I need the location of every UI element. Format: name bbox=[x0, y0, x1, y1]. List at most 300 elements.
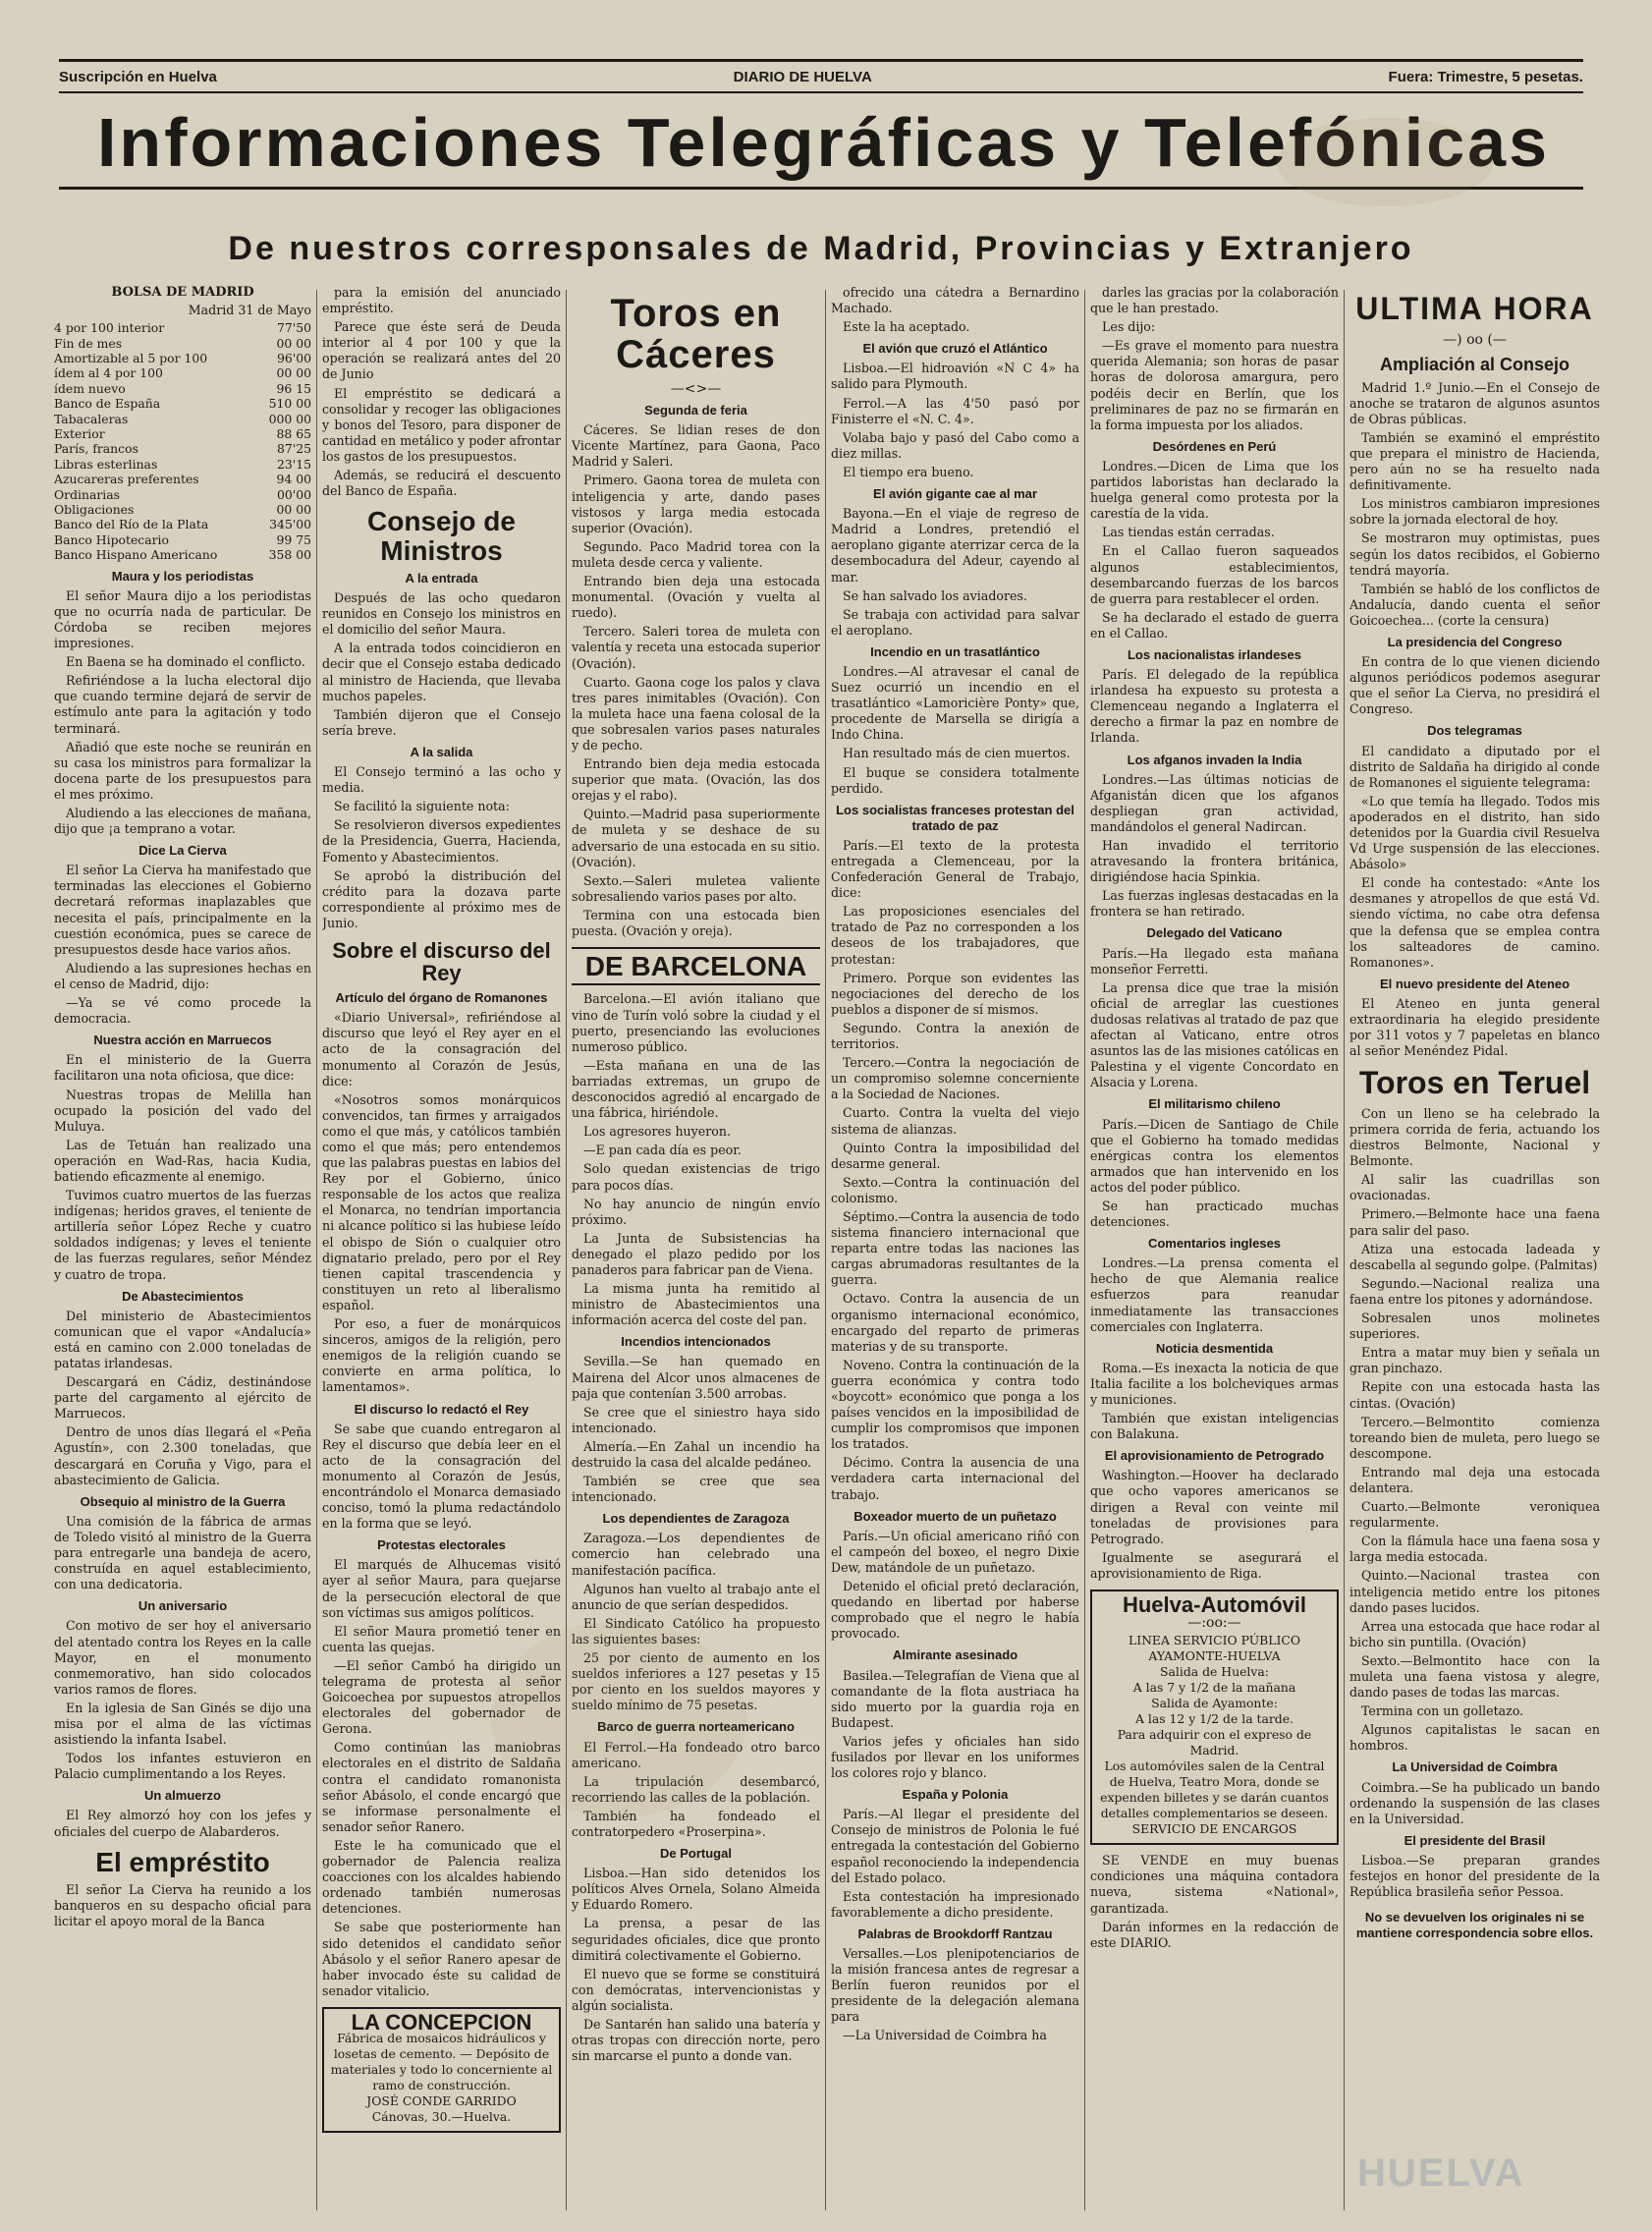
paragraph: Aludiendo a las elecciones de mañana, dijo que ¡a temprano a votar. bbox=[54, 806, 311, 837]
article-body bbox=[1349, 1106, 1600, 1755]
bolsa-security: Banco Hispano Americano bbox=[54, 547, 218, 563]
article-body bbox=[831, 1946, 1079, 2025]
paragraph: El conde ha contestado: «Ante los desmanes y atropellos de que está Vd. siendo víctima, no cabe otra defensa que la defensa que se emplea contra los salteadores de camino. Romanones». bbox=[1349, 875, 1600, 970]
paragraph: Darán informes en la redacción de este DIARIO. bbox=[1090, 1919, 1339, 1950]
section-heading: La presidencia del Congreso bbox=[1387, 634, 1563, 649]
ornament: —<>— bbox=[670, 381, 722, 397]
bolsa-row bbox=[54, 365, 311, 380]
paragraph: —Esta mañana en una de las barriadas extremas, un grupo de desconocidos agredió al encargado de una fábrica, hiriéndole. bbox=[572, 1057, 820, 1121]
paragraph: Algunos capitalistas le sacan en hombros. bbox=[1349, 1722, 1600, 1754]
article-body bbox=[1090, 667, 1339, 746]
paragraph: Las fuerzas inglesas destacadas en la frontera se han retirado. bbox=[1090, 888, 1339, 920]
paragraph: Tercero.—Contra la negociación de un compromiso solemne concerniente a la Sociedad de Naciones. bbox=[831, 1055, 1079, 1102]
article-body bbox=[322, 590, 561, 739]
article-body bbox=[54, 1882, 311, 1929]
paragraph: Cuarto. Gaona coge los palos y clava tres pares inimitables (Ovación). Con la muleta hace una faena colosal de la que sobresalen varios pases naturales y de pecho. bbox=[572, 674, 820, 753]
bolsa-security: 4 por 100 interior bbox=[54, 320, 165, 336]
paragraph: Este le ha comunicado que el gobernador de Palencia realiza coacciones con los alcaldes habiendo ordenado también numerosas detenciones. bbox=[322, 1837, 561, 1917]
bolsa-row bbox=[54, 441, 311, 456]
article-body bbox=[322, 1422, 561, 1533]
bolsa-security: París, francos bbox=[54, 441, 138, 457]
ad-title: LA CONCEPCION bbox=[351, 2009, 532, 2035]
paragraph: Volaba bajo y pasó del Cabo como a diez millas. bbox=[831, 429, 1079, 461]
paragraph: ofrecido una cátedra a Bernardino Machado. bbox=[831, 285, 1079, 316]
paragraph: El Sindicato Católico ha propuesto las siguientes bases: bbox=[572, 1615, 820, 1646]
paragraph: Sobresalen unos molinetes superiores. bbox=[1349, 1311, 1600, 1342]
paragraph: También se cree que sea intencionado. bbox=[572, 1474, 820, 1505]
paragraph: Se resolvieron diversos expedientes de la Presidencia, Guerra, Hacienda, Fomento y Abastecimientos. bbox=[322, 817, 561, 865]
paragraph: En el ministerio de la Guerra facilitaron una nota oficiosa, que dice: bbox=[54, 1052, 311, 1084]
bolsa-row bbox=[54, 396, 311, 411]
paragraph: Entrando mal deja una estocada delantera. bbox=[1349, 1464, 1600, 1495]
paragraph: En Baena se ha dominado el conflicto. bbox=[66, 654, 305, 670]
article-body bbox=[54, 1052, 311, 1282]
bolsa-quote: 00'00 bbox=[277, 486, 311, 502]
paragraph: La prensa dice que trae la misión oficial de arreglar las cuestiones dudosas relativas al tratado de paz que afectan al Vaticano, entre otros asuntos las de las misiones católicas en Palestina y el vigente Concordato en Alsacia y Lorena. bbox=[1090, 979, 1339, 1090]
paragraph: Los ministros cambiaron impresiones sobre la jornada electoral de hoy. bbox=[1349, 496, 1600, 528]
bolsa-security: Obligaciones bbox=[54, 502, 135, 518]
paragraph: Bayona.—En el viaje de regreso de Madrid a Londres, pretendió el aeroplano gigante aterrizar cerca de la desembocadura del Adeur, cayendo al mar. bbox=[831, 506, 1079, 585]
bolsa-row bbox=[54, 426, 311, 441]
section-heading: El nuevo presidente del Ateneo bbox=[1379, 976, 1570, 991]
article-body bbox=[1090, 459, 1339, 642]
bolsa-row bbox=[54, 381, 311, 396]
article-body bbox=[831, 838, 1079, 1503]
paragraph: Coimbra.—Se ha publicado un bando ordenando la suspensión de las clases en la Universidad. bbox=[1349, 1779, 1600, 1826]
classified-ad bbox=[1090, 1853, 1339, 1951]
paragraph: En el Callao fueron saqueados algunos establecimientos, desembarcando fuerzas de los barcos de guerra para restablecer el orden. bbox=[1090, 543, 1339, 606]
paragraph: Las de Tetuán han realizado una operación en Wad-Ras, hacia Kudia, batiendo eficazmente al enemigo. bbox=[54, 1137, 311, 1184]
paragraph: Atiza una estocada ladeada y descabella al segundo golpe. (Palmitas) bbox=[1349, 1241, 1600, 1272]
column-1 bbox=[54, 285, 311, 2210]
paragraph: Séptimo.—Contra la ausencia de todo sistema financiero internacional que reparta entre todas las naciones las cargas abrumadoras resultantes de la guerra. bbox=[831, 1208, 1079, 1288]
bolsa-row bbox=[54, 487, 311, 502]
paragraph: —El señor Cambó ha dirigido un telegrama de protesta al señor Goicoechea por supuestos atropellos electorales del gobernador de Gerona. bbox=[322, 1657, 561, 1737]
ad-line: A las 7 y 1/2 de la mañana bbox=[1132, 1680, 1296, 1696]
paragraph: París.—Dicen de Santiago de Chile que el Gobierno ha tomado medidas enérgicas contra los elementos armados que han intervenido en los actos del poder público. bbox=[1090, 1116, 1339, 1195]
article-body bbox=[572, 1531, 820, 1713]
paragraph: Décimo. Contra la ausencia de una verdadera carta internacional del trabajo. bbox=[831, 1455, 1079, 1502]
bolsa-row bbox=[54, 547, 311, 562]
paragraph: Lisboa.—El hidroavión «N C 4» ha salido para Plymouth. bbox=[831, 361, 1079, 392]
paragraph: Se ha declarado el estado de guerra en el Callao. bbox=[1090, 609, 1339, 641]
column-3 bbox=[572, 285, 820, 2210]
paragraph: La tripulación desembarcó, recorriendo las calles de la población. bbox=[572, 1773, 820, 1805]
paragraph: Termina con un golletazo. bbox=[1361, 1703, 1524, 1719]
bolsa-row bbox=[54, 532, 311, 547]
bolsa-quote: 77'50 bbox=[277, 320, 311, 336]
paragraph: Las tiendas están cerradas. bbox=[1102, 525, 1275, 540]
article-body bbox=[1090, 1361, 1339, 1442]
section-heading: Obsequio al ministro de la Guerra bbox=[80, 1493, 286, 1509]
bolsa-row bbox=[54, 412, 311, 426]
section-heading-large: El empréstito bbox=[95, 1846, 270, 1877]
paragraph: El marqués de Alhucemas visitó ayer al señor Maura, para quejarse de la persecución electoral de que son víctimas sus amigos políticos. bbox=[322, 1557, 561, 1620]
masthead-newspaper-name: DIARIO DE HUELVA bbox=[733, 68, 872, 85]
article-body bbox=[831, 361, 1079, 480]
bolsa-quote: 358 00 bbox=[268, 547, 311, 563]
paragraph: Una comisión de la fábrica de armas de Toledo visitó al ministro de la Guerra para entregarle una bandeja de acero, construída en aquel establecimiento, con una dedicatoria. bbox=[54, 1513, 311, 1592]
paragraph: Sexto.—Contra la continuación del colonismo. bbox=[831, 1174, 1079, 1205]
article-body bbox=[54, 1514, 311, 1592]
library-watermark: HUELVA bbox=[1357, 2151, 1525, 2195]
bolsa-quote: 96 15 bbox=[276, 380, 311, 396]
advertisement-huelva-automovil bbox=[1090, 1590, 1339, 1845]
section-heading: Incendios intencionados bbox=[621, 1334, 771, 1350]
section-heading-large: Toros en Teruel bbox=[1358, 1065, 1591, 1101]
article-body bbox=[572, 422, 820, 939]
paragraph: Se facilitó la siguiente nota: bbox=[334, 799, 510, 814]
column-6 bbox=[1349, 285, 1600, 2210]
paragraph: París.—El texto de la protesta entregada a Clemenceau, por la Confederación General de Trabajo, dice: bbox=[831, 837, 1079, 901]
paragraph: Tercero. Saleri torea de muleta con valentía y receta una estocada superior (Ovación). bbox=[572, 624, 820, 671]
section-heading: Segunda de feria bbox=[644, 403, 747, 418]
ad-line: Los automóviles salen de la Central de Huelva, Teatro Mora, donde se expenden billetes y se darán cuantos detalles complementarios se deseen. bbox=[1100, 1758, 1329, 1821]
bolsa-quote: 345'00 bbox=[269, 517, 311, 532]
article-body bbox=[54, 588, 311, 837]
bolsa-security: ídem nuevo bbox=[54, 380, 126, 396]
article-body bbox=[831, 506, 1079, 639]
paragraph: SE VENDE en muy buenas condiciones una máquina contadora nueva, sistema «National», garantizada. bbox=[1090, 1853, 1339, 1916]
section-heading: Un almuerzo bbox=[143, 1788, 221, 1804]
paragraph: «Nosotros somos monárquicos convencidos, tan firmes y arraigados como el que más, y católicos también como el que más; pero entendemos que las palabras puestas en labios del Rey por el Gobierno, único responsable de los actos que realiza el Monarca, no tendrían importancia ni alcance político si las hubiese leído el obispo de Sión o cualquier otro dignatario prelado, pero por el Rey tienen capital trascendencia y constituyen un reto al liberalismo español. bbox=[322, 1091, 561, 1312]
paragraph: Les dijo: bbox=[1102, 319, 1156, 335]
paragraph: Detenido el oficial pretó declaración, quedando en libertad por haberse comprobado que el negro le había provocado. bbox=[831, 1579, 1079, 1642]
paragraph: Se han practicado muchas detenciones. bbox=[1090, 1198, 1339, 1230]
paragraph: Londres.—Dicen de Lima que los partidos laboristas han declarado la huelga general como protesta por la carestía de la vida. bbox=[1090, 458, 1339, 522]
paragraph: Primero. Gaona torea de muleta con inteligencia y arte, dando pases vistosos y larga media estocada superior (Ovación). bbox=[572, 473, 820, 535]
paragraph: Han invadido el territorio atravesando la frontera británica, dirigiéndose hacia Spinkia. bbox=[1090, 838, 1339, 885]
paragraph: Tuvimos cuatro muertos de las fuerzas indígenas; heridos graves, el teniente de artillería señor López Reche y cuatro soldados indígenas; y leves el teniente de las fuerzas regulares, señor Méndez y cuatro de tropa. bbox=[54, 1188, 311, 1282]
section-heading: El avión que cruzó el Atlántico bbox=[862, 341, 1048, 357]
article-body bbox=[831, 2028, 1079, 2043]
paragraph: El señor La Cierva ha manifestado que terminadas las elecciones el Gobierno decretará reformas inaplazables que necesita el país, principalmente en la cuestión económica, pues se carece de presupuestos desde hace varios años. bbox=[54, 863, 311, 957]
paragraph: Roma.—Es inexacta la noticia de que Italia facilite a los bolcheviques armas y municiones. bbox=[1090, 1360, 1339, 1407]
bolsa-security: Banco del Río de la Plata bbox=[54, 517, 209, 532]
paragraph: Londres.—Al atravesar el canal de Suez ocurrió un incendio en el trasatlántico «Lamoricière Ponty» que, procedente de Marsella se dirigía a Indo China. bbox=[831, 663, 1079, 743]
paragraph: El Ferrol.—Ha fondeado otro barco americano. bbox=[572, 1739, 820, 1770]
article-body bbox=[831, 1807, 1079, 1921]
paragraph: Descargará en Cádiz, destinándose parte del cargamento al ejército de Marruecos. bbox=[54, 1374, 311, 1422]
column-2 bbox=[322, 285, 561, 2210]
article-body bbox=[54, 1618, 311, 1782]
paragraph: Quinto.—Madrid pasa superiormente de muleta y se deshace de su adversario de una estocada en su sitio. (Ovación). bbox=[572, 807, 820, 869]
paragraph: Octavo. Contra la ausencia de un organismo internacional económico, encargado del reparto de primeras materias y de su transporte. bbox=[831, 1291, 1079, 1354]
paragraph: Noveno. Contra la continuación de la guerra económica y contra todo «boycott» económico que ponga a los países vencidos en la imposibilidad de cumplir los compromisos que imponen los tratados. bbox=[831, 1357, 1079, 1452]
paragraph: París.—Al llegar el presidente del Consejo de ministros de Polonia le fué entregada la contestación del Gobierno español reconociendo la independencia del Estado polaco. bbox=[831, 1807, 1079, 1885]
paragraph: Se han salvado los aviadores. bbox=[843, 587, 1027, 603]
article-body bbox=[54, 1309, 311, 1488]
paragraph: Con la flámula hace una faena sosa y larga media estocada. bbox=[1349, 1534, 1600, 1565]
bolsa-quote: 510 00 bbox=[268, 396, 311, 412]
bolsa-table bbox=[54, 320, 311, 563]
paragraph: El candidato a diputado por el distrito de Saldaña ha dirigido al conde de Romanones el siguiente telegrama: bbox=[1349, 743, 1600, 790]
paragraph: Basilea.—Telegrafían de Viena que al comandante de la flota austriaca ha sido muerto por la guardia roja en Budapest. bbox=[831, 1667, 1079, 1730]
article-body bbox=[1349, 654, 1600, 717]
section-heading: De Abastecimientos bbox=[122, 1288, 244, 1304]
article-body bbox=[831, 664, 1079, 797]
section-heading: Comentarios ingleses bbox=[1147, 1236, 1282, 1252]
paragraph: Cuarto.—Belmonte veroniquea regularmente. bbox=[1349, 1499, 1600, 1531]
paragraph: Han resultado más de cien muertos. bbox=[843, 746, 1071, 761]
article-body bbox=[1090, 285, 1339, 433]
article-body bbox=[322, 1557, 561, 1999]
article-body bbox=[322, 764, 561, 931]
paragraph: También se habló de los conflictos de Andalucía, dando cuenta el señor Goicoechea... (corte la censura) bbox=[1349, 581, 1600, 628]
paragraph: Igualmente se asegurará el aprovisionamiento de Riga. bbox=[1090, 1549, 1339, 1581]
paragraph: La misma junta ha remitido al ministro de Abastecimientos una información acerca del coste del pan. bbox=[572, 1281, 820, 1328]
paragraph: Segundo. Contra la anexión de territorios. bbox=[831, 1020, 1079, 1052]
ad-line: A las 12 y 1/2 de la tarde. bbox=[1134, 1711, 1294, 1727]
paragraph: Entrando bien deja media estocada superior que mata. (Ovación, las dos orejas y el rabo). bbox=[572, 756, 820, 804]
article-body bbox=[54, 1808, 311, 1839]
paragraph: Se sabe que posteriormente han sido detenidos el candidato señor Abásolo y el señor Ranero apesar de haber invocado éste su calidad de senador vitalicio. bbox=[322, 1920, 561, 1998]
paragraph: Por eso, a fuer de monárquicos sinceros, amigos de la religión, pero enemigos de la religión cuando se convierte en arma política, lo lamentamos». bbox=[322, 1316, 561, 1395]
section-heading: Delegado del Vaticano bbox=[1146, 925, 1283, 941]
paragraph: Cáceres. Se lidian reses de don Vicente Martínez, para Gaona, Paco Madrid y Saleri. bbox=[572, 422, 820, 470]
article-body bbox=[831, 1668, 1079, 1782]
section-heading: El militarismo chileno bbox=[1148, 1096, 1281, 1112]
paragraph: El empréstito se dedicará a consolidar y recoger las obligaciones y bonos del Tesoro, para disponer de cantidad en metálico y poder afrontar los gastos de los presupuestos. bbox=[322, 385, 561, 464]
paragraph: Entrando bien deja una estocada monumental. (Ovación y vuelta al ruedo). bbox=[572, 574, 820, 621]
bolsa-row bbox=[54, 320, 311, 335]
article-body bbox=[1349, 744, 1600, 971]
bolsa-row bbox=[54, 502, 311, 517]
ad-line: AYAMONTE-HUELVA bbox=[1148, 1648, 1281, 1664]
paragraph: Washington.—Hoover ha declarado que ocho vapores americanos se dirigen a Reval con veinte mil toneladas de provisiones para Petrogrado. bbox=[1090, 1468, 1339, 1546]
paragraph: También ha fondeado el contratorpedero «Proserpina». bbox=[572, 1808, 820, 1839]
section-heading: España y Polonia bbox=[902, 1787, 1009, 1803]
paragraph: También se examinó el empréstito que prepara el ministro de Hacienda, pero aún no se ha resuelto nada definitivamente. bbox=[1349, 429, 1600, 493]
editorial-notice: No se devuelven los originales ni se mantiene correspondencia sobre ellos. bbox=[1355, 1910, 1594, 1941]
paragraph: —E pan cada día es peor. bbox=[583, 1143, 742, 1158]
section-heading: A la salida bbox=[410, 744, 473, 759]
bolsa-row bbox=[54, 472, 311, 486]
section-heading: El presidente del Brasil bbox=[1404, 1832, 1546, 1848]
paragraph: También dijeron que el Consejo sería breve. bbox=[322, 706, 561, 738]
column-divider bbox=[825, 290, 826, 2210]
ornament: —:oo:— bbox=[1187, 1615, 1241, 1632]
paragraph: 25 por ciento de aumento en los sueldos inferiores a 127 pesetas y 15 por ciento en los sueldos mayores y sueldo mínimo de 75 pesetas. bbox=[572, 1650, 820, 1713]
paragraph: Quinto.—Nacional trastea con inteligencia metido entre los pitones dando pases lucidos. bbox=[1349, 1568, 1600, 1615]
paragraph: Almería.—En Zahal un incendio ha destruido la casa del alcalde pedáneo. bbox=[572, 1438, 820, 1471]
paragraph: Este la ha aceptado. bbox=[843, 319, 970, 335]
paragraph: Sevilla.—Se han quemado en Mairena del Alcor unos almacenes de paja que contenían 3.500 arrobas. bbox=[572, 1354, 820, 1401]
paragraph: Se mostraron muy optimistas, pues según los datos recibidos, el Gobierno tendrá mayoría. bbox=[1349, 530, 1600, 578]
paragraph: Además, se reducirá el descuento del Banco de España. bbox=[322, 468, 561, 499]
bolsa-date: Madrid 31 de Mayo bbox=[188, 303, 311, 318]
section-heading: Dice La Cierva bbox=[138, 843, 227, 859]
ad-title: Huelva-Automóvil bbox=[1122, 1592, 1307, 1618]
advertisement-la-concepcion bbox=[322, 2007, 561, 2133]
column-divider bbox=[316, 290, 317, 2210]
paragraph: Varios jefes y oficiales han sido fusilados por llevar en los uniformes los colores rojo y blanco. bbox=[831, 1733, 1079, 1781]
section-heading: Los nacionalistas irlandeses bbox=[1127, 646, 1302, 662]
bolsa-quote: 99 75 bbox=[276, 531, 311, 547]
paragraph: —La Universidad de Coimbra ha bbox=[843, 2028, 1047, 2043]
column-5 bbox=[1090, 285, 1339, 2210]
paragraph: Al salir las cuadrillas son ovacionadas. bbox=[1349, 1172, 1600, 1203]
paragraph: —Ya se vé como procede la democracia. bbox=[54, 995, 311, 1027]
section-heading: Noticia desmentida bbox=[1155, 1340, 1274, 1356]
paragraph: El nuevo que se forme se constituirá con demócratas, intervencionistas y algún socialista. bbox=[572, 1966, 820, 2013]
article-body bbox=[1349, 1853, 1600, 1900]
bolsa-security: Ordinarias bbox=[54, 486, 120, 502]
bolsa-row bbox=[54, 336, 311, 351]
paragraph: Versalles.—Los plenipotenciarios de la misión francesa antes de regresar a Berlín fueron reunidos por el presidente de la delegación alemana para bbox=[831, 1946, 1079, 2025]
section-heading: Un aniversario bbox=[138, 1598, 228, 1614]
ad-line: Salida de Huelva: bbox=[1160, 1664, 1269, 1680]
section-heading-large: Sobre el discurso del Rey bbox=[332, 937, 551, 986]
paragraph: Termina con una estocada bien puesta. (Ovación y oreja). bbox=[572, 907, 820, 938]
paragraph: También que existan inteligencias con Balakuna. bbox=[1090, 1411, 1339, 1442]
bolsa-row bbox=[54, 517, 311, 531]
paragraph: Barcelona.—El avión italiano que vino de Turín voló sobre la ciudad y el puerto, presenciando las evoluciones numeroso público. bbox=[572, 991, 820, 1054]
section-heading: Boxeador muerto de un puñetazo bbox=[854, 1508, 1057, 1524]
paragraph: Esta contestación ha impresionado favorablemente a dicho presidente. bbox=[831, 1888, 1079, 1920]
paragraph: Se cree que el siniestro haya sido intencionado. bbox=[572, 1404, 820, 1435]
paragraph: Como continúan las maniobras electorales en el distrito de Saldaña contra el candidato romanonista señor Abásolo, el conde encargó que se informase personalmente el senador señor Ranero. bbox=[322, 1740, 561, 1834]
paragraph: Nuestras tropas de Melilla han ocupado la posición del vado del Muluya. bbox=[54, 1087, 311, 1134]
article-body bbox=[54, 863, 311, 1027]
column-divider bbox=[1084, 290, 1085, 2210]
article-body bbox=[572, 1740, 820, 1841]
paragraph: Lisboa.—Han sido detenidos los políticos Alves Ornela, Solano Almeida y Eduardo Romero. bbox=[572, 1866, 820, 1913]
section-heading-large: DE BARCELONA bbox=[572, 947, 820, 985]
bolsa-quote: 00 00 bbox=[276, 502, 311, 518]
bolsa-security: Azucareras preferentes bbox=[54, 472, 199, 487]
paragraph: Tercero.—Belmontito comienza toreando bien de muleta, pero luego se descompone. bbox=[1349, 1414, 1600, 1461]
paragraph: El señor La Cierva ha reunido a los banqueros en su despacho oficial para licitar el apoyo moral de la Banca bbox=[54, 1882, 311, 1929]
paragraph: París.—Un oficial americano riñó con el campeón del boxeo, el negro Dixie Dew, matándole de un puñetazo. bbox=[831, 1528, 1079, 1575]
paragraph: «Diario Universal», refiriéndose al discurso que leyó el Rey ayer en el acto de la consagración del monumento al Corazón de Jesús, dice: bbox=[322, 1010, 561, 1088]
bolsa-security: Tabacaleras bbox=[54, 411, 129, 426]
bolsa-security: Libras esterlinas bbox=[54, 456, 158, 472]
paragraph: para la emisión del anunciado empréstito. bbox=[322, 285, 561, 316]
paragraph: «Lo que temía ha llegado. Todos mis apoderados en el distrito, han sido detenidos por la Guardia civil Resuelva Vd Urge suspensión de las elecciones. Abásolo» bbox=[1349, 793, 1600, 872]
paragraph: En la iglesia de San Ginés se dijo una misa por el alma de las víctimas asistiendo la infanta Isabel. bbox=[54, 1700, 311, 1748]
article-body bbox=[1090, 1117, 1339, 1231]
bolsa-title: BOLSA DE MADRID bbox=[111, 285, 254, 300]
bolsa-security: ídem al 4 por 100 bbox=[54, 365, 163, 381]
article-body bbox=[1090, 772, 1339, 921]
section-heading: A la entrada bbox=[405, 571, 478, 586]
article-body bbox=[831, 285, 1079, 335]
ornament: —) oo (— bbox=[1443, 331, 1507, 348]
paragraph: Repite con una estocada hasta las cintas. (Ovación) bbox=[1349, 1379, 1600, 1411]
article-body bbox=[572, 991, 820, 1328]
bolsa-quote: 000 00 bbox=[268, 411, 311, 426]
paragraph: De Santarén han salido una batería y otras tropas con dirección norte, pero sin marcarse el punto a donde van. bbox=[572, 2017, 820, 2064]
paragraph: Solo quedan existencias de trigo para pocos días. bbox=[572, 1161, 820, 1193]
paragraph: Quinto Contra la imposibilidad del desarme general. bbox=[831, 1140, 1079, 1171]
bolsa-row bbox=[54, 457, 311, 472]
paragraph: Después de las ocho quedaron reunidos en Consejo los ministros en el domicilio del señor Maura. bbox=[322, 590, 561, 638]
paragraph: El Consejo terminó a las ocho y media. bbox=[322, 764, 561, 796]
section-heading: Nuestra acción en Marruecos bbox=[93, 1032, 272, 1048]
paragraph: Añadió que este noche se reunirán en su casa los ministros para formalizar la docena parte de los presupuestos para el mes próximo. bbox=[54, 739, 311, 802]
paragraph: Todos los infantes estuvieron en Palacio cumplimentando a los Reyes. bbox=[54, 1751, 311, 1782]
paragraph: Se trabaja con actividad para salvar el aeroplano. bbox=[831, 606, 1079, 638]
bolsa-row bbox=[54, 351, 311, 365]
page-subheadline: De nuestros corresponsales de Madrid, Provincias y Extranjero bbox=[228, 230, 1414, 267]
section-heading: Almirante asesinado bbox=[892, 1647, 1019, 1663]
paragraph: El tiempo era bueno. bbox=[843, 464, 974, 479]
headline-rule bbox=[59, 187, 1583, 190]
paragraph: A la entrada todos coincidieron en decir que el Consejo estaba dedicado al ministro de Hacienda, que llevaba muchos papeles. bbox=[322, 641, 561, 703]
article-body bbox=[322, 285, 561, 499]
article-body bbox=[1349, 996, 1600, 1059]
ad-line: Para adquirir con el expreso de Madrid. bbox=[1117, 1727, 1312, 1758]
section-heading: Artículo del órgano de Romanones bbox=[335, 990, 548, 1006]
bolsa-quote: 88 65 bbox=[276, 426, 311, 442]
section-heading: Desórdenes en Perú bbox=[1152, 438, 1277, 454]
bolsa-security: Banco Hipotecario bbox=[54, 531, 169, 547]
section-heading: Los socialistas franceses protestan del tratado de paz bbox=[836, 802, 1074, 833]
paragraph: Con motivo de ser hoy el aniversario del atentado contra los Reyes en la calle Mayor, en el monumento conmemorativo, han sido colocados varios ramos de flores. bbox=[54, 1618, 311, 1697]
paragraph: Dentro de unos días llegará el «Peña Agustín», con 2.300 toneladas, que descargará en Coruña y Vigo, para el abastecimiento de Galicia. bbox=[54, 1424, 311, 1487]
page-headline: Informaciones Telegráficas y Telefónicas bbox=[96, 104, 1551, 181]
ad-line: SERVICIO DE ENCARGOS bbox=[1131, 1821, 1297, 1837]
paragraph: Primero. Porque son evidentes las negociaciones del derecho de los pueblos a disponer de sí mismos. bbox=[831, 970, 1079, 1017]
bolsa-quote: 00 00 bbox=[276, 365, 311, 381]
paragraph: La Junta de Subsistencias ha denegado el plazo pedido por los panaderos para fabricar pan de Viena. bbox=[572, 1230, 820, 1277]
paragraph: Segundo. Paco Madrid torea con la muleta desde cerca y valiente. bbox=[572, 538, 820, 570]
section-heading: El aprovisionamiento de Petrogrado bbox=[1104, 1448, 1325, 1464]
column-4 bbox=[831, 285, 1079, 2210]
bolsa-quote: 23'15 bbox=[277, 456, 311, 472]
paragraph: En contra de lo que vienen diciendo algunos periódicos podemos asegurar que el señor La Cierva, no presidirá el Congreso. bbox=[1349, 654, 1600, 717]
paragraph: Zaragoza.—Los dependientes de comercio han celebrado una manifestación pacífica. bbox=[572, 1531, 820, 1578]
paragraph: Londres.—Las últimas noticias de Afganistán dicen que los afganos despliegan gran actividad, mandándolos el general Nadircan. bbox=[1090, 771, 1339, 834]
paragraph: París. El delegado de la república irlandesa ha expuesto su protesta a Clemenceau negando a Inglaterra el derecho a firmar la paz en nombre de Irlanda. bbox=[1090, 667, 1339, 746]
paragraph: París.—Ha llegado esta mañana monseñor Ferretti. bbox=[1090, 945, 1339, 976]
bolsa-quote: 96'00 bbox=[277, 351, 311, 365]
paragraph: Entra a matar muy bien y señala un gran pinchazo. bbox=[1349, 1345, 1600, 1376]
paragraph: Con un lleno se ha celebrado la primera corrida de feria, actuando los diestros Belmonte, Nacional y Belmonte. bbox=[1349, 1105, 1600, 1169]
bolsa-security: Amortizable al 5 por 100 bbox=[54, 351, 208, 365]
ad-line: JOSÉ CONDE GARRIDO bbox=[366, 2092, 517, 2108]
ad-line: LINEA SERVICIO PÚBLICO bbox=[1128, 1633, 1301, 1648]
bolsa-quote: 87'25 bbox=[277, 441, 311, 457]
paragraph: Lisboa.—Se preparan grandes festejos en honor del presidente de la República brasileña señor Pessoa. bbox=[1349, 1852, 1600, 1900]
ad-line: Salida de Ayamonte: bbox=[1151, 1696, 1278, 1711]
paragraph: Algunos han vuelto al trabajo ante el anuncio de que serían despedidos. bbox=[572, 1581, 820, 1612]
ad-lines bbox=[330, 2031, 553, 2125]
section-heading-large: Ampliación al Consejo bbox=[1379, 354, 1570, 374]
paragraph: Sexto.—Saleri muletea valiente sobresaliendo varios pases por alto. bbox=[572, 872, 820, 904]
bolsa-security: Fin de mes bbox=[54, 335, 123, 351]
masthead-price: Fuera: Trimestre, 5 pesetas. bbox=[1388, 68, 1583, 85]
paragraph: Se aprobó la distribución del crédito para la dozava parte correspondiente al próximo mes de Junio. bbox=[322, 867, 561, 930]
paragraph: —Es grave el momento para nuestra querida Alemania; son horas de pasar horas de dolorosa amargura, pero podéis decir en Berlín, que los preliminares de paz no se firmarán en la forma impuesta por los aliados. bbox=[1090, 338, 1339, 432]
paragraph: Ferrol.—A las 4'50 pasó por Finisterre el «N. C. 4». bbox=[831, 395, 1079, 426]
paragraph: Cuarto. Contra la vuelta del viejo sistema de alianzas. bbox=[831, 1105, 1079, 1137]
bolsa-security: Exterior bbox=[54, 426, 105, 442]
masthead-subscription: Suscripción en Huelva bbox=[59, 68, 217, 85]
paragraph: Parece que éste será de Deuda interior al 4 por 100 y que la operación se realizará antes del 20 de Junio bbox=[322, 319, 561, 382]
section-heading: Los afganos invaden la India bbox=[1127, 752, 1302, 767]
masthead-bar bbox=[59, 59, 1583, 93]
ad-line: Cánovas, 30.—Huelva. bbox=[371, 2108, 512, 2124]
paragraph: Madrid 1.º Junio.—En el Consejo de anoche se trataron de algunos asuntos de Obras públicas. bbox=[1349, 379, 1600, 426]
section-heading: Protestas electorales bbox=[377, 1537, 506, 1553]
column-divider bbox=[1344, 290, 1345, 2210]
article-body bbox=[1090, 946, 1339, 1091]
ad-lines bbox=[1098, 1633, 1331, 1837]
paragraph: La prensa, a pesar de las seguridades oficiales, dice que pronto dimitirá colectivamente el Gobierno. bbox=[572, 1916, 820, 1963]
section-heading: Dos telegramas bbox=[1427, 723, 1522, 739]
